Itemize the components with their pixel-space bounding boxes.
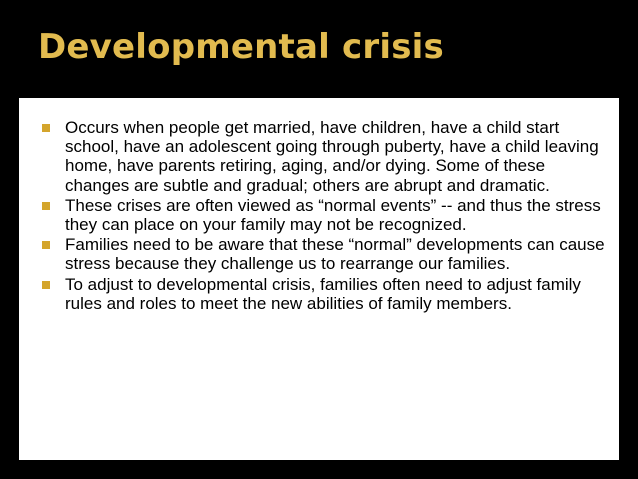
bullet-text: These crises are often viewed as “normal events” -- and thus the stress they can place on your family may not be recognized. bbox=[65, 195, 601, 235]
bullet-text: Families need to be aware that these “normal” developments can cause stress because they challenge us to rearrange our families. bbox=[65, 235, 605, 274]
bullet-item bbox=[42, 196, 607, 234]
bullet-item bbox=[42, 275, 607, 313]
bullet-item bbox=[42, 118, 607, 195]
title-bar bbox=[0, 0, 638, 97]
bullet-item bbox=[42, 235, 607, 273]
square-bullet-icon bbox=[42, 241, 50, 249]
square-bullet-icon bbox=[42, 124, 50, 132]
bullet-text: To adjust to developmental crisis, families often need to adjust family rules and roles to meet the new abilities of family members. bbox=[65, 274, 581, 313]
bullet-text: Occurs when people get married, have children, have a child start school, have an adolescent going through puberty, have a child leaving home, have parents retiring, aging, and/or dying. Some of these changes are subtle and gradual; others are abrupt and dramatic. bbox=[65, 118, 599, 195]
bullet-list bbox=[42, 118, 607, 314]
content-panel bbox=[19, 98, 619, 460]
slide-title: Developmental crisis bbox=[38, 27, 444, 67]
bottom-band bbox=[0, 460, 638, 479]
square-bullet-icon bbox=[42, 202, 50, 210]
square-bullet-icon bbox=[42, 281, 50, 289]
